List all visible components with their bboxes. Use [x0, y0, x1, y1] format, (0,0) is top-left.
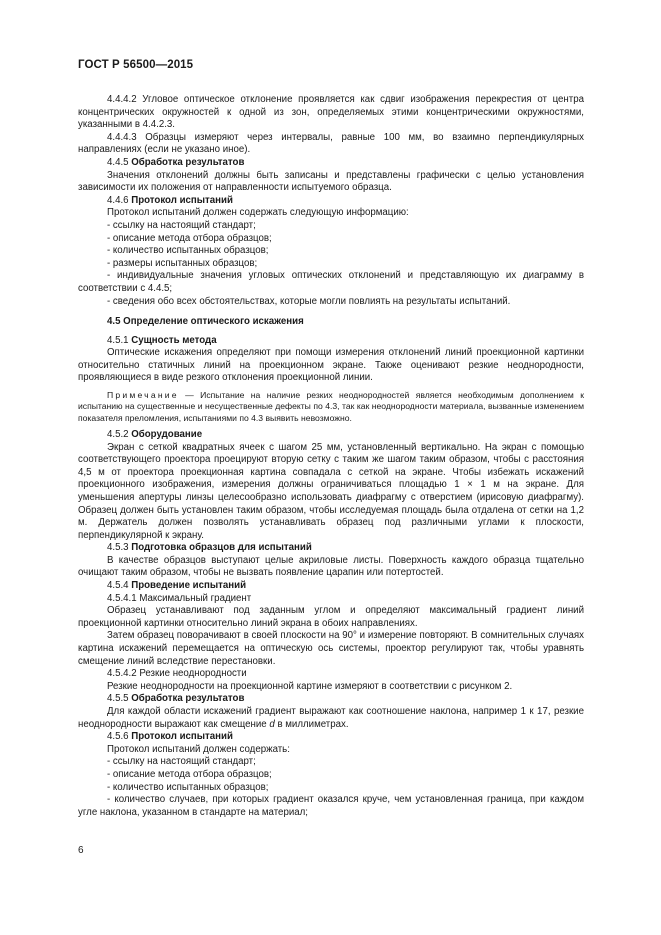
- heading-4-5-6: [78, 731, 584, 744]
- heading-title: Сущность метода: [131, 334, 217, 346]
- note: [78, 390, 584, 424]
- heading-title: Протокол испытаний: [131, 194, 233, 206]
- document-body: [78, 94, 584, 819]
- page-number: 6: [78, 845, 84, 856]
- heading-title: Обработка результатов: [131, 693, 245, 705]
- section-heading-4-5: 4.5 Определение оптического искажения: [107, 316, 304, 328]
- heading-number: 4.5.1: [107, 334, 129, 346]
- list-item: - описание метода отбора образцов;: [107, 232, 272, 244]
- heading-4-5-1: [78, 335, 584, 348]
- paragraph: Значения отклонений должны быть записаны и представлены графически с целью установления зависимости их положения от направленности испытуемого образца.: [78, 169, 584, 194]
- note-label: Примечание: [107, 390, 179, 401]
- list-item: - ссылку на настоящий стандарт;: [107, 756, 256, 768]
- paragraph: В качестве образцов выступают целые акриловые листы. Поверхность каждого образца тщательно очищают таким образом, чтобы не вызвать появление царапин или потертостей.: [78, 554, 584, 579]
- heading-title: Оборудование: [131, 428, 203, 440]
- heading-number: 4.5.3: [107, 542, 129, 554]
- heading-number: 4.5.6: [107, 731, 129, 743]
- list-item: - индивидуальные значения угловых оптических отклонений и представляющую их диаграмму в соответствии с 4.4.5;: [78, 270, 584, 294]
- paragraph: Резкие неоднородности на проекционной картине измеряют в соответствии с рисунком 2.: [107, 680, 513, 692]
- paragraph: Затем образец поворачивают в своей плоскости на 90° и измерение повторяют. В сомнительных случаях картина искажений перемещается на оптическую ось системы, проектор регулируют так, чтобы уравнять смещение линий вследствие перестановки.: [78, 630, 584, 667]
- paragraph: Экран с сеткой квадратных ячеек с шагом 25 мм, установленный вертикально. На экран с помощью соответствующего проектора проецируют вторую сетку с таким же шагом таким образом, чтобы с расстояния 4,5 м от проектора проекционная картина совпадала с сеткой на экране. Чтобы избежать искажений проекционного изображения, измерения должны ограничиваться площадью 1 × 1 м на экране. Для уменьшения апертуры линзы целесообразно использовать диафрагму с отверстием (ирисовую диафрагму). Образец должен быть установлен таким образом, чтобы исследуемая площадь была отдалена от сетки на 1,2 м. Держатель должен позволять устанавливать образец под различными углами к плоскости, перпендикулярной к экрану.: [78, 441, 584, 541]
- list-item: - количество испытанных образцов;: [107, 781, 269, 793]
- heading-title: Проведение испытаний: [131, 580, 247, 592]
- paragraph-4-4-4-3: 4.4.4.3 Образцы измеряют через интервалы, равные 100 мм, во взаимно перпендикулярных направлениях (если не указано иное).: [78, 131, 584, 156]
- text: в миллиметрах.: [277, 718, 349, 730]
- heading-number: 4.4.6: [107, 194, 129, 206]
- heading-4-5-4: [78, 580, 584, 593]
- heading-4-4-6: [78, 195, 584, 208]
- paragraph: Оптические искажения определяют при помощи измерения отклонений линий проекционной картинки относительно статичных линий на проекционном экране. Также оценивают резкие неоднородности, проявляющиеся в виде резкого отклонения проекционной линии.: [78, 347, 584, 384]
- paragraph: Протокол испытаний должен содержать:: [107, 743, 290, 755]
- list-item: - количество испытанных образцов;: [107, 245, 269, 257]
- paragraph: Протокол испытаний должен содержать следующую информацию:: [107, 207, 409, 219]
- paragraph: [78, 706, 584, 731]
- note-text: — Испытание на наличие резких неоднородностей является необходимым дополнением к испытанию на существенные и несущественные дефекты по 4.3, так как неоднородности материала, вызванные изменением показателя преломления, испытаниями по 4.3 выявить невозможно.: [78, 390, 584, 423]
- paragraph-4-4-4-2: 4.4.4.2 Угловое оптическое отклонение проявляется как сдвиг изображения перекрестия от центра концентрических окружностей к одной из зон, определяемых этими концентрическими окружностями, указанными в 4.4.2.3.: [78, 94, 584, 131]
- heading-4-5-3: [78, 542, 584, 555]
- heading-number: 4.4.5: [107, 156, 129, 168]
- subheading-4-5-4-2: 4.5.4.2 Резкие неоднородности: [107, 668, 247, 680]
- heading-4-5-2: [78, 429, 584, 442]
- heading-4-5-5: [78, 693, 584, 706]
- heading-4-4-5: [78, 157, 584, 170]
- list-item: - описание метода отбора образцов;: [107, 768, 272, 780]
- heading-number: 4.5.5: [107, 693, 129, 705]
- list-item: - ссылку на настоящий стандарт;: [107, 219, 256, 231]
- paragraph: Образец устанавливают под заданным углом и определяют максимальный градиент линий проекционной картинки относительно линий экрана в обоих направлениях.: [78, 605, 584, 629]
- heading-title: Протокол испытаний: [131, 731, 233, 743]
- document-header: ГОСТ Р 56500—2015: [78, 59, 194, 71]
- text: Для каждой области искажений градиент выражают как соотношение наклона, например 1 к 17, резкие неоднородности выражают как смещение: [78, 706, 584, 730]
- heading-number: 4.5.2: [107, 428, 129, 440]
- variable-d: d: [269, 718, 275, 730]
- list-item: - количество случаев, при которых градиент оказался круче, чем установленная граница, при каждом угле наклона, указанном в стандарте на материал;: [78, 794, 584, 818]
- list-item: - размеры испытанных образцов;: [107, 257, 258, 269]
- subheading-4-5-4-1: 4.5.4.1 Максимальный градиент: [107, 592, 252, 604]
- heading-title: Подготовка образцов для испытаний: [131, 542, 312, 554]
- heading-number: 4.5.4: [107, 580, 129, 592]
- list-item: - сведения обо всех обстоятельствах, которые могли повлиять на результаты испытаний.: [107, 295, 511, 307]
- heading-title: Обработка результатов: [131, 156, 245, 168]
